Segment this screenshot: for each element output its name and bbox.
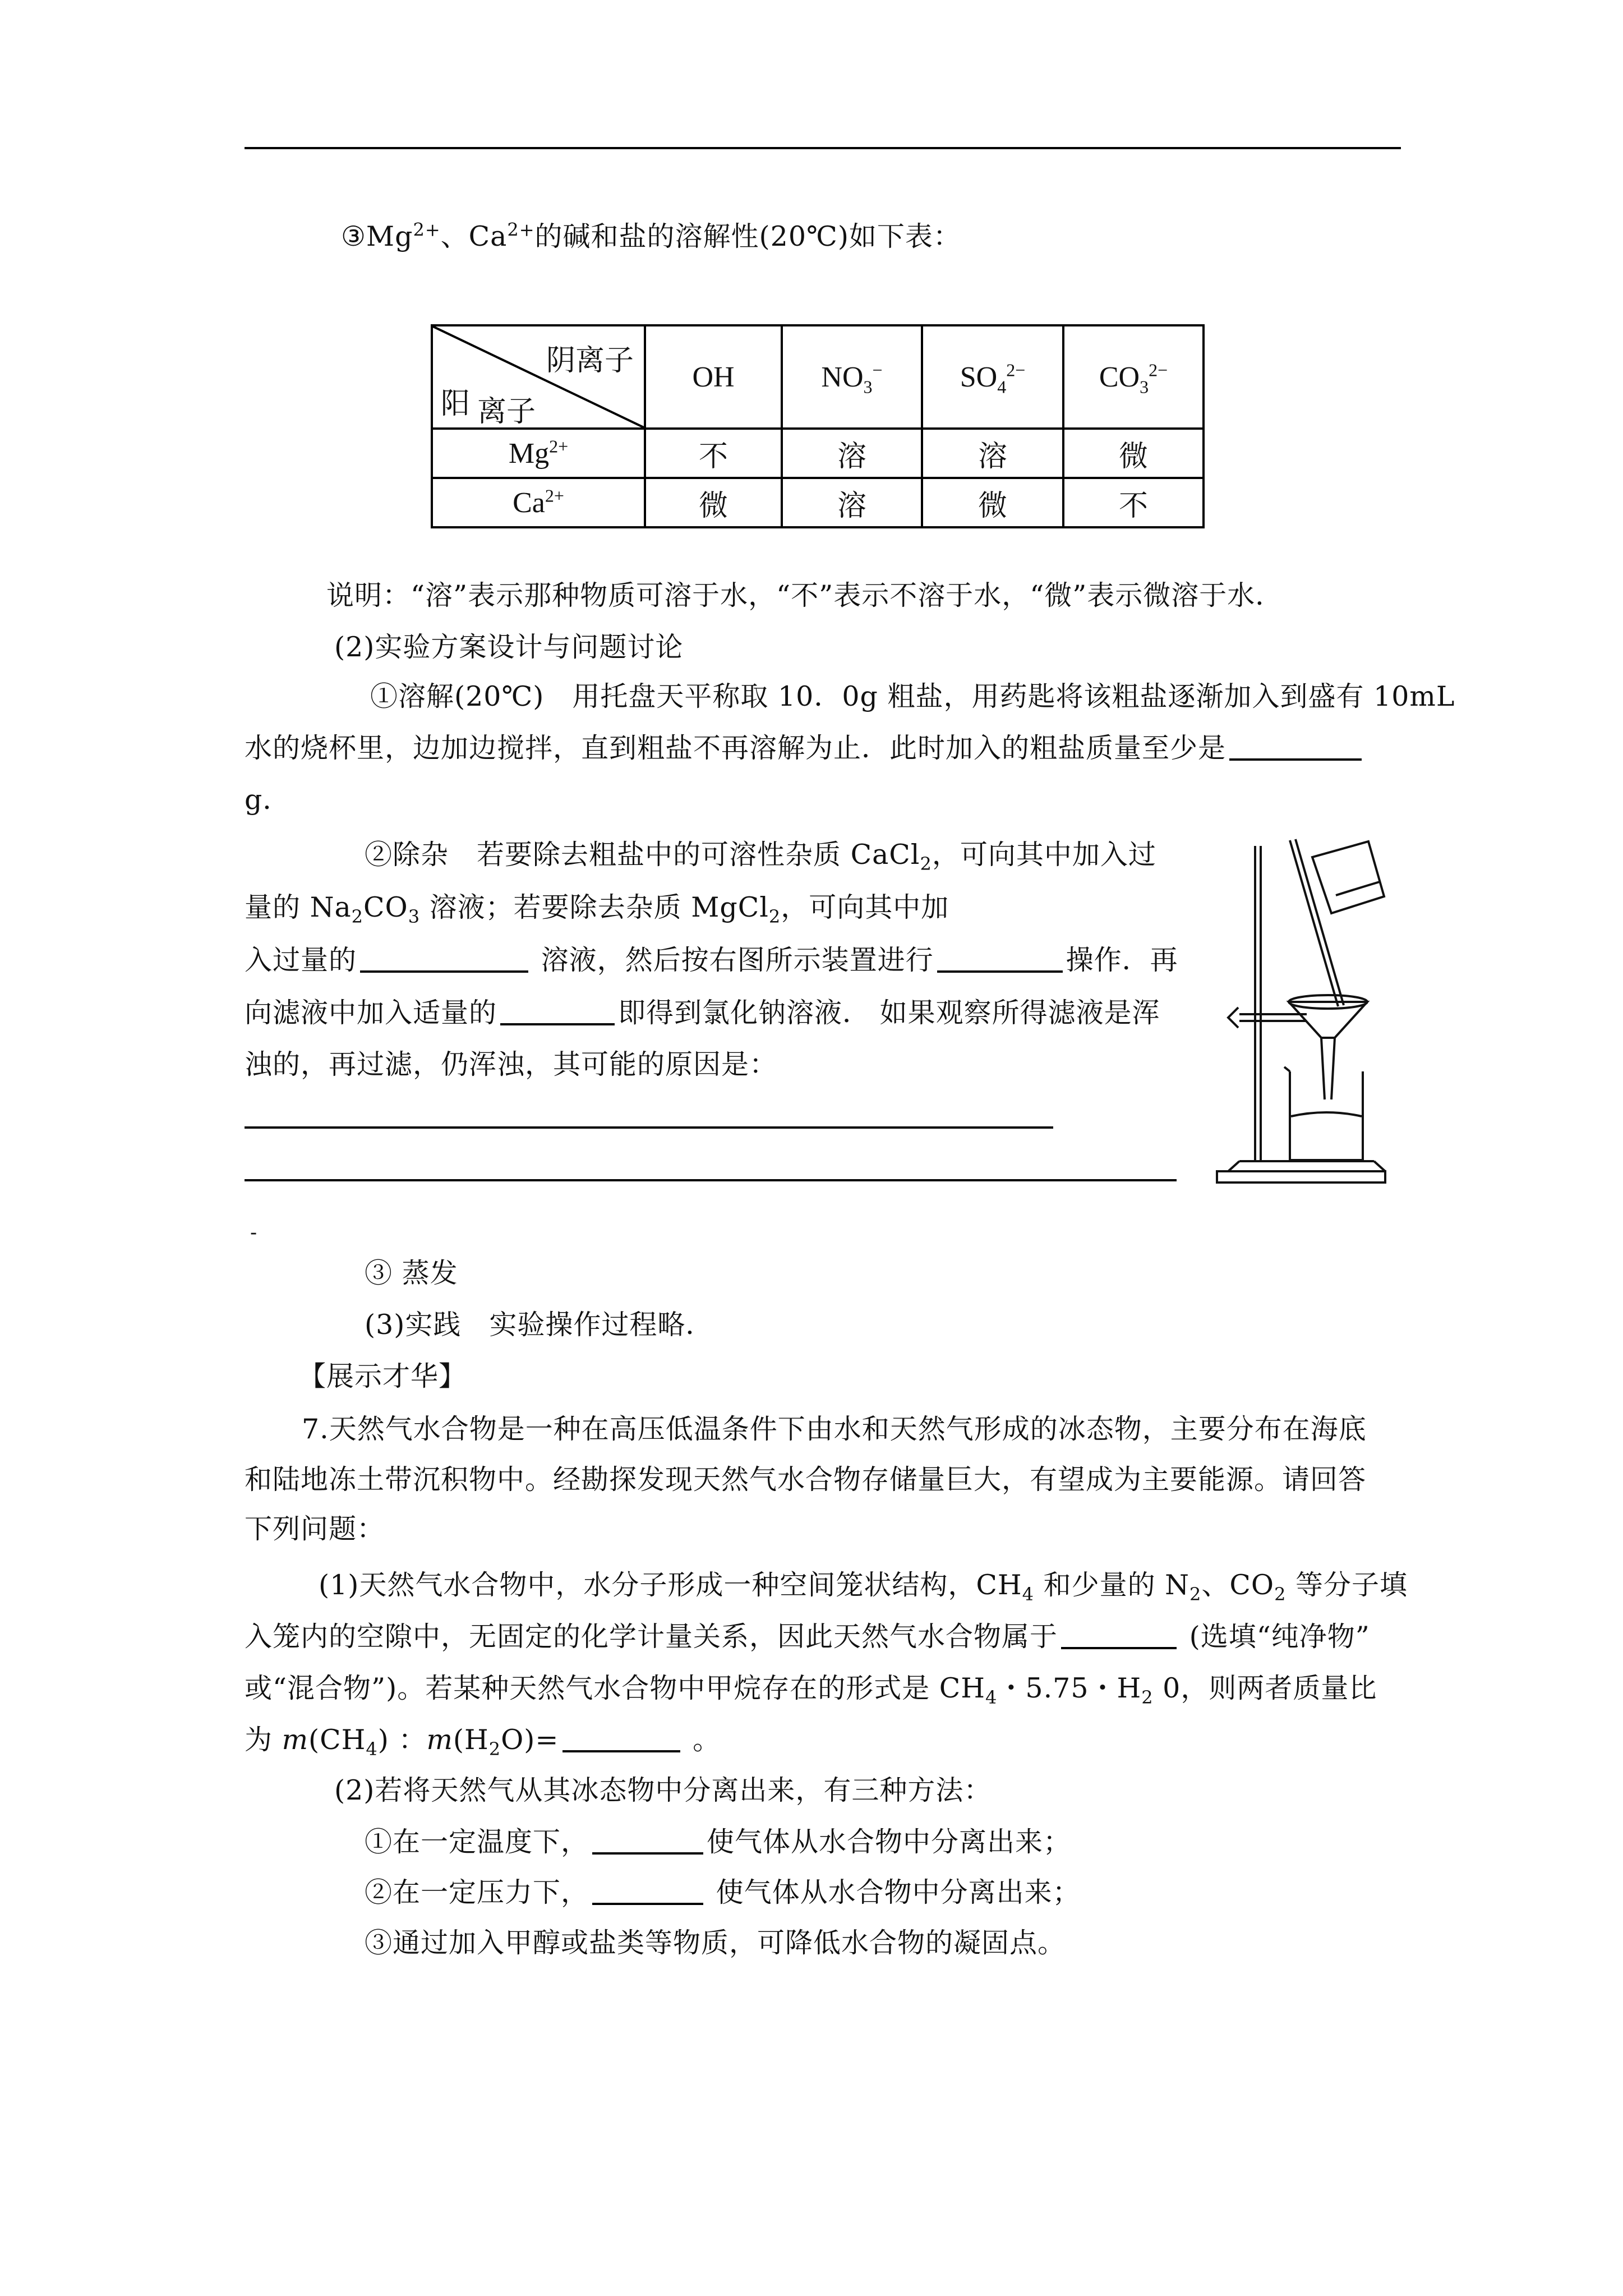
method-1-a: ①在一定温度下， — [365, 1826, 589, 1858]
corner-cation-char: 阳 — [441, 388, 471, 420]
remove-line-1 — [365, 837, 1156, 873]
header-co3 — [1063, 325, 1204, 429]
na2-sub: 2 — [351, 905, 364, 927]
remove-line-3-b: 溶液，然后按右图所示装置进行 — [532, 944, 934, 976]
header-oh-text: OH — [692, 361, 735, 393]
header-so4-sup: 2− — [1006, 360, 1026, 380]
substance-type-blank[interactable] — [1061, 1619, 1177, 1649]
ch4-ratio-sub: 4 — [366, 1738, 378, 1760]
part1-line-2-b: (选填“纯净物” — [1180, 1621, 1370, 1653]
n2-sub: 2 — [1189, 1583, 1202, 1605]
q7-line-3: 下列问题： — [245, 1513, 385, 1545]
solubility-table — [431, 324, 1205, 528]
part1-line-3-b: ・5.75・H — [997, 1672, 1142, 1704]
cell-mg-no3: 溶 — [782, 429, 922, 478]
part1-line-4 — [245, 1722, 721, 1758]
method-2-line — [365, 1875, 1081, 1911]
cacl2-sub: 2 — [920, 853, 932, 875]
cell-mg-so4: 溶 — [922, 429, 1063, 478]
stray-dash: - — [250, 1221, 258, 1244]
row-label-ca-base: Ca — [513, 486, 545, 519]
cell-mg-co3: 微 — [1063, 429, 1204, 478]
remove-line-3-a: 入过量的 — [245, 944, 357, 976]
intro-text: ③Mg — [341, 220, 413, 252]
co2-sub: 2 — [1274, 1583, 1287, 1605]
part1-line-4-d: (H — [453, 1724, 489, 1756]
acid-blank[interactable] — [500, 995, 615, 1025]
reagent-blank[interactable] — [360, 942, 528, 973]
header-no3-sup: − — [872, 360, 883, 380]
method-2-blank[interactable] — [592, 1875, 703, 1905]
method-2-b: 使气体从水合物中分离出来； — [707, 1876, 1081, 1908]
header-co3-sub: 3 — [1140, 376, 1149, 397]
remove-line-4-b: 即得到氯化钠溶液． 如果观察所得滤液是浑 — [618, 997, 1160, 1029]
header-oh — [645, 325, 782, 429]
part1-line-2-a: 入笼内的空隙中，无固定的化学计量关系，因此天然气水合物属于 — [245, 1621, 1058, 1653]
part1-line-4-e: O)= — [501, 1724, 559, 1756]
row-label-mg-base: Mg — [508, 437, 550, 470]
remove-line-4-a: 向滤液中加入适量的 — [245, 997, 497, 1029]
ch4-sub: 4 — [1022, 1583, 1034, 1605]
table-corner-cell — [432, 325, 645, 429]
part2-line: (2)若将天然气从其冰态物中分离出来，有三种方法： — [334, 1774, 992, 1806]
mass-symbol-1: m — [282, 1724, 309, 1756]
part1-line-3-c: 0，则两者质量比 — [1153, 1672, 1377, 1704]
mass-symbol-2: m — [426, 1724, 453, 1756]
h2o-ratio-sub: 2 — [488, 1738, 501, 1760]
part1-line-4-c: ) ： — [377, 1724, 427, 1756]
cell-ca-oh: 微 — [645, 478, 782, 527]
header-no3-base: NO — [821, 361, 864, 393]
header-so4-sub: 4 — [997, 376, 1007, 397]
remove-line-2-d: ，可向其中加 — [781, 891, 949, 923]
ch4-formula-sub: 4 — [985, 1686, 998, 1708]
intro-line — [341, 219, 961, 255]
remove-line-4 — [245, 995, 1160, 1031]
mgcl2-sub: 2 — [768, 905, 781, 927]
show-heading: 【展示才华】 — [298, 1360, 467, 1392]
mg-charge: 2+ — [413, 219, 441, 241]
co3-sub: 3 — [408, 905, 421, 927]
operation-blank[interactable] — [937, 942, 1063, 973]
cell-ca-no3: 溶 — [782, 478, 922, 527]
part1-line-2 — [245, 1619, 1370, 1655]
dissolve-line-2 — [245, 730, 1365, 766]
row-label-ca-sup: 2+ — [545, 485, 564, 506]
header-co3-sup: 2− — [1149, 360, 1168, 380]
evaporate-line: ③ 蒸发 — [365, 1257, 458, 1289]
mass-ratio-blank[interactable] — [562, 1722, 680, 1752]
part1-line-1-d: 等分子填 — [1286, 1569, 1408, 1601]
row-label-mg-sup: 2+ — [549, 436, 569, 457]
row-label-ca — [432, 478, 645, 527]
section2-heading: (2)实验方案设计与问题讨论 — [334, 631, 684, 663]
row-label-mg — [432, 429, 645, 478]
part1-line-1 — [319, 1567, 1408, 1603]
remove-line-5: 浊的，再过滤，仍浑浊，其可能的原因是： — [245, 1048, 778, 1080]
q7-line-2: 和陆地冻土带沉积物中。经勘探发现天然气水合物存储量巨大，有望成为主要能源。请回答 — [245, 1464, 1367, 1496]
corner-anion-label: 阴离子 — [546, 345, 634, 377]
part1-line-1-c: 、CO — [1201, 1569, 1275, 1601]
mass-answer-blank[interactable] — [1229, 730, 1362, 761]
remove-line-2-c: 溶液；若要除去杂质 MgCl — [420, 891, 769, 923]
table-row — [432, 429, 1204, 478]
part1-line-3-a: 或“混合物”)。若某种天然气水合物中甲烷存在的形式是 CH — [245, 1672, 986, 1704]
header-co3-base: CO — [1099, 361, 1140, 393]
part1-line-3 — [245, 1671, 1377, 1706]
corner-cation-label — [441, 380, 536, 428]
remove-line-2 — [245, 890, 949, 926]
header-no3 — [782, 325, 922, 429]
cell-ca-co3: 不 — [1063, 478, 1204, 527]
intro-sep: 、Ca — [440, 220, 508, 252]
reason-answer-line-2[interactable] — [245, 1179, 1177, 1181]
header-no3-sub: 3 — [863, 376, 873, 397]
method-1-blank[interactable] — [592, 1824, 703, 1855]
ca-charge: 2+ — [507, 219, 535, 241]
method-1-b: 使气体从水合物中分离出来； — [707, 1826, 1072, 1858]
remove-line-3 — [245, 942, 1178, 978]
filtration-apparatus-diagram — [1206, 836, 1396, 1195]
part1-line-1-a: (1)天然气水合物中，水分子形成一种空间笼状结构，CH — [319, 1569, 1022, 1601]
remove-line-2-a: 量的 Na — [245, 891, 352, 923]
part1-line-4-b: (CH — [308, 1724, 366, 1756]
method-3-line: ③通过加入甲醇或盐类等物质，可降低水合物的凝固点。 — [365, 1927, 1066, 1959]
table-note: 说明：“溶”表示那种物质可溶于水，“不”表示不溶于水，“微”表示微溶于水． — [326, 579, 1284, 611]
dissolve-line-1: ①溶解(20℃) 用托盘天平称取 10．0g 粗盐，用药匙将该粗盐逐渐加入到盛有 10mL — [370, 680, 1455, 712]
cell-mg-oh: 不 — [645, 429, 782, 478]
remove-line-3-c: 操作．再 — [1066, 944, 1178, 976]
q7-line-1: 7.天然气水合物是一种在高压低温条件下由水和天然气形成的冰态物，主要分布在海底 — [302, 1413, 1367, 1445]
header-so4 — [922, 325, 1063, 429]
header-so4-base: SO — [960, 361, 998, 393]
header-rule — [245, 147, 1401, 149]
table-row — [432, 478, 1204, 527]
method-1-line — [365, 1824, 1071, 1860]
reason-answer-line-1[interactable] — [245, 1126, 1053, 1129]
dissolve-line-2-text: 水的烧杯里，边加边搅拌，直到粗盐不再溶解为止．此时加入的粗盐质量至少是 — [245, 732, 1227, 764]
dissolve-line-3: g． — [245, 784, 291, 816]
practice-line: (3)实践 实验操作过程略． — [365, 1309, 714, 1341]
remove-line-2-b: CO — [363, 891, 408, 923]
corner-cation-rest: 离子 — [477, 396, 536, 428]
remove-line-1-tail: ，可向其中加入过 — [932, 839, 1156, 871]
part1-line-4-f: 。 — [683, 1724, 721, 1756]
remove-line-1-text: ②除杂 若要除去粗盐中的可溶性杂质 CaCl — [365, 839, 920, 871]
h2-formula-sub: 2 — [1141, 1686, 1154, 1708]
intro-suffix: 的碱和盐的溶解性(20℃)如下表： — [534, 220, 961, 252]
part1-line-4-a: 为 — [245, 1724, 282, 1756]
cell-ca-so4: 微 — [922, 478, 1063, 527]
part1-line-1-b: 和少量的 N — [1034, 1569, 1190, 1601]
method-2-a: ②在一定压力下， — [365, 1876, 589, 1908]
